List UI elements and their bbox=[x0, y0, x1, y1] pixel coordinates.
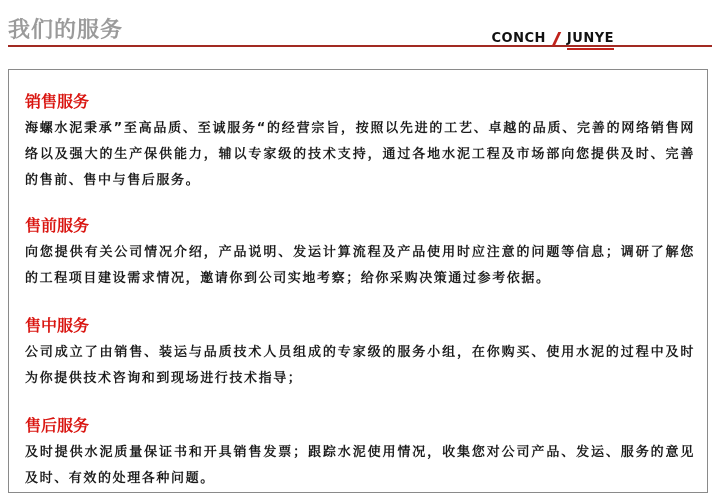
section-body: 海螺水泥秉承”至高品质、至诚服务“的经营宗旨，按照以先进的工艺、卓越的品质、完善的网络销售网络以及强大的生产保供能力，辅以专家级的技术支持，通过各地水泥工程及市场部向您提供及时、完善的售前、售中与售后服务。 bbox=[25, 121, 695, 188]
section-title: 售前服务 bbox=[25, 216, 90, 235]
section-after-sales-service bbox=[25, 416, 695, 492]
section-body: 及时提供水泥质量保证书和开具销售发票；跟踪水泥使用情况，收集您对公司产品、发运、服务的意见及时、有效的处理各种问题。 bbox=[25, 445, 695, 486]
section-title: 售中服务 bbox=[25, 316, 90, 335]
logo-junye-text: JUNYE bbox=[566, 31, 614, 46]
section-sales-service bbox=[25, 92, 695, 194]
section-body: 向您提供有关公司情况介绍，产品说明、发运计算流程及产品使用时应注意的问题等信息；调研了解您的工程项目建设需求情况，邀请你到公司实地考察；给你采购决策通过参考依据。 bbox=[25, 245, 695, 286]
section-body: 公司成立了由销售、装运与品质技术人员组成的专家级的服务小组，在你购买、使用水泥的过程中及时为你提供技术咨询和到现场进行技术指导； bbox=[25, 345, 695, 386]
section-title: 销售服务 bbox=[25, 92, 90, 111]
section-pre-sales-service bbox=[25, 216, 695, 292]
section-in-sales-service bbox=[25, 316, 695, 392]
logo-slash-icon bbox=[552, 32, 562, 46]
logo-conch-text: CONCH bbox=[491, 31, 546, 46]
page-title: 我们的服务 bbox=[8, 18, 124, 43]
conch-junye-logo bbox=[492, 31, 614, 47]
section-title: 售后服务 bbox=[25, 416, 90, 435]
services-panel bbox=[8, 69, 708, 493]
